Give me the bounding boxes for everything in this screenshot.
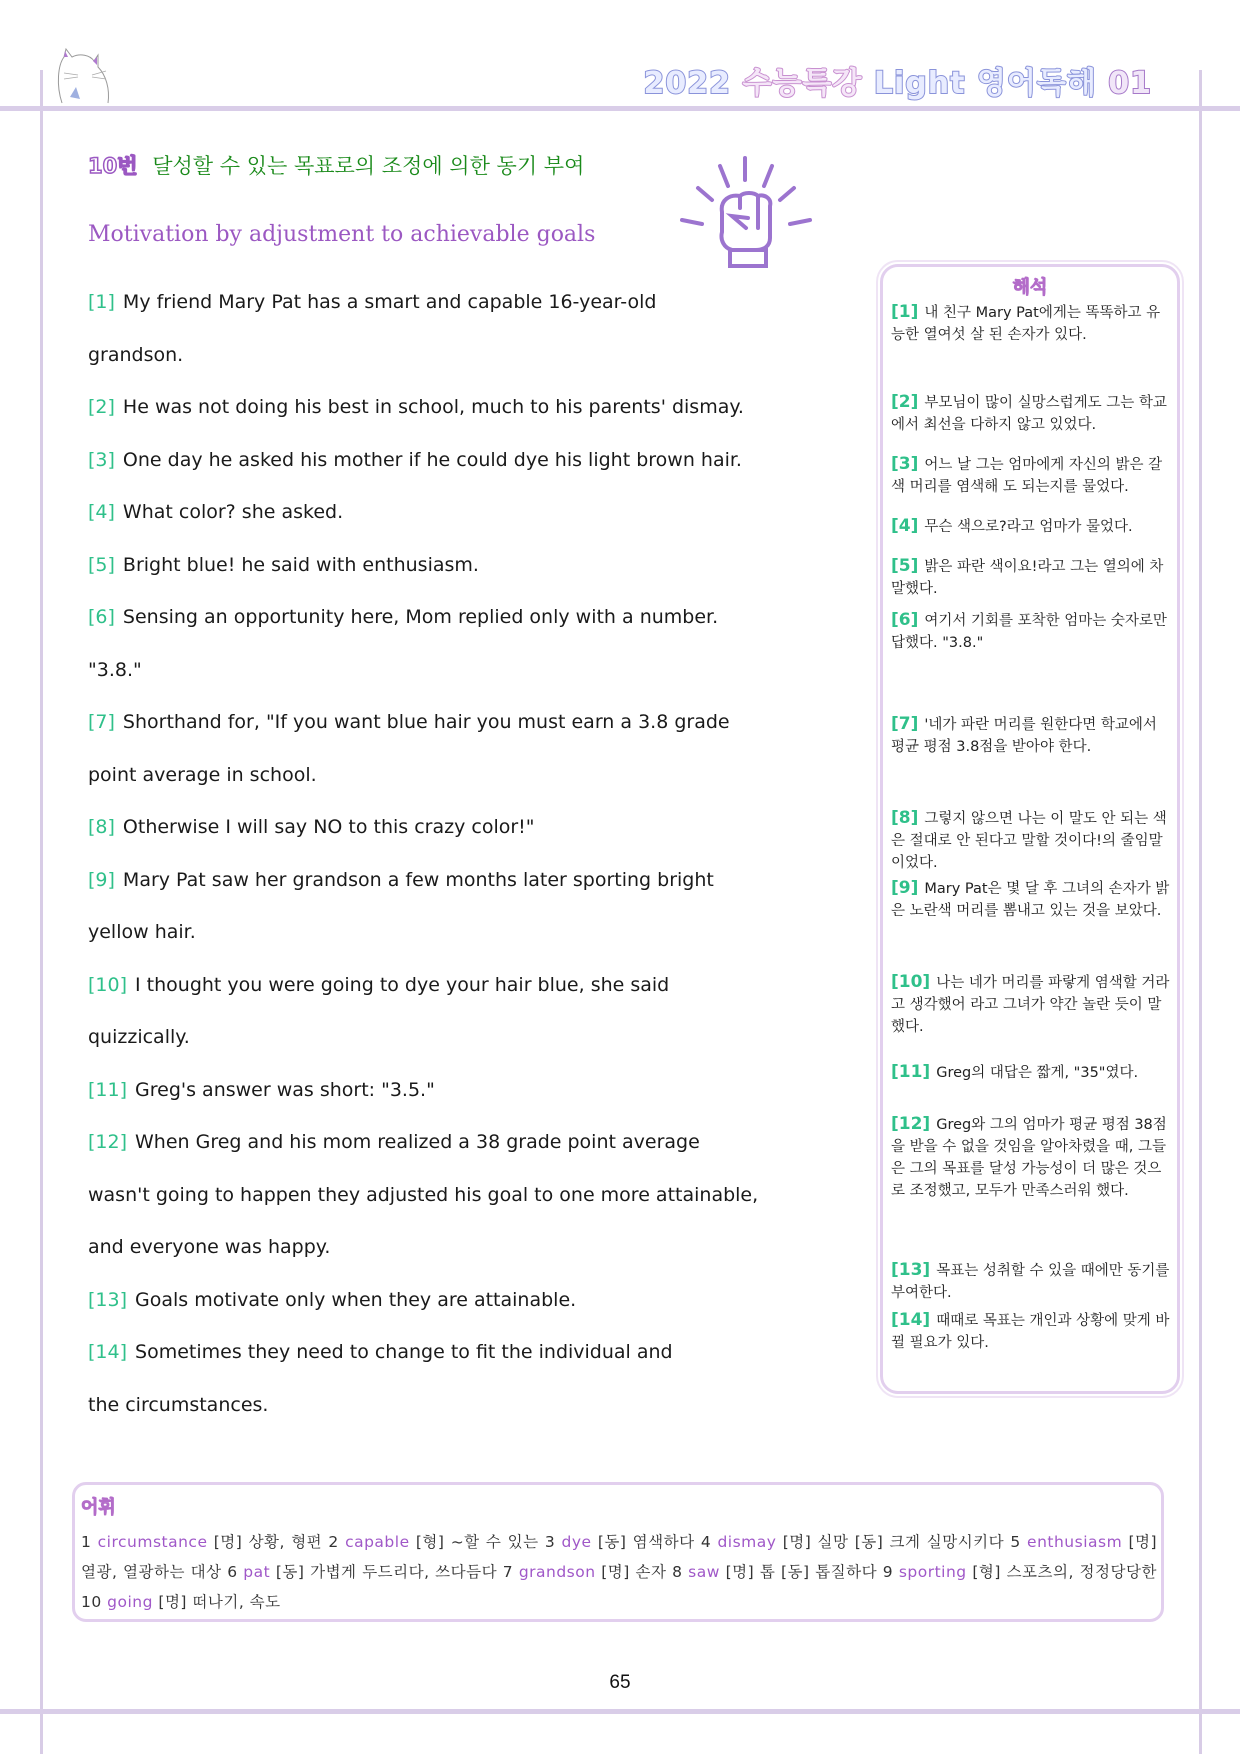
vocab-index: 7 [502, 1563, 514, 1581]
translation-item [891, 609, 1171, 654]
translation-item [891, 971, 1171, 1038]
vocab-word: saw [688, 1563, 720, 1581]
sentence-text: My friend Mary Pat has a smart and capable 16-year-old [122, 291, 657, 313]
sentence-text: grandson. [88, 343, 184, 366]
sentence-number: [11] [88, 1078, 128, 1101]
sentence-text: One day he asked his mother if he could dye his light brown hair. [122, 448, 742, 471]
sentence-number: [3] [88, 448, 115, 471]
sentence-text: and everyone was happy. [88, 1236, 331, 1258]
translation-number: [10] [891, 972, 931, 992]
vocab-index: 6 [227, 1563, 238, 1581]
sentence-number: [9] [88, 868, 115, 891]
vocab-definition: [명] 열광, 열광하는 대상 [81, 1533, 1158, 1581]
passage-line [88, 605, 828, 658]
translation-text: '네가 파란 머리를 원한다면 학교에서 평균 평점 3.8점을 받아야 한다. [891, 717, 1157, 755]
vocabulary-panel [72, 1482, 1164, 1622]
sentence-text: "3.8." [88, 658, 142, 681]
vocab-index: 2 [328, 1533, 339, 1551]
translation-number: [12] [891, 1114, 931, 1134]
passage-line [88, 658, 828, 711]
translation-item [891, 555, 1171, 600]
vocab-index: 5 [1010, 1533, 1021, 1551]
passage-line [88, 395, 828, 448]
sentence-text: Mary Pat saw her grandson a few months later sporting bright [122, 868, 714, 891]
translation-number: [6] [891, 610, 919, 630]
translation-number: [9] [891, 878, 919, 898]
translation-item [891, 1113, 1171, 1202]
passage-line [88, 763, 828, 816]
translation-text: 그렇지 않으면 나는 이 말도 안 되는 색은 절대로 안 된다고 말할 것이다!의 줄임말이었다. [891, 811, 1167, 871]
translation-number: [2] [891, 392, 919, 412]
vocab-definition: [명] 상황, 형편 [213, 1533, 323, 1551]
passage-line [88, 553, 828, 606]
vocab-index: 3 [544, 1533, 556, 1551]
vocab-definition: [명] 손자 [601, 1563, 667, 1581]
sentence-text: the circumstances. [88, 1393, 269, 1416]
sentence-number: [4] [88, 501, 115, 523]
question-title [88, 150, 584, 180]
vocab-definition: [명] 톱 [동] 톱질하다 [725, 1563, 878, 1581]
passage-line [88, 1130, 828, 1183]
sentence-text: When Greg and his mom realized a 38 grade point average [135, 1131, 700, 1153]
sentence-text: Shorthand for, "If you want blue hair you must earn a 3.8 grade [122, 711, 730, 733]
translation-text: Greg의 대답은 짧게, "35"였다. [936, 1065, 1139, 1081]
sentence-text: Sensing an opportunity here, Mom replied only with a number. [122, 606, 719, 628]
passage-line [88, 500, 828, 553]
sentence-number: [2] [88, 396, 115, 418]
vocab-word: going [107, 1593, 153, 1611]
translation-text: 나는 네가 머리를 파랗게 염색할 거라고 생각했어 라고 그녀가 약간 놀란 듯이 말했다. [891, 975, 1170, 1035]
translation-text: 목표는 성취할 수 있을 때에만 동기를 부여한다. [891, 1263, 1170, 1301]
vocab-index: 8 [672, 1563, 683, 1581]
vocab-word: dismay [717, 1533, 777, 1551]
translation-text: Mary Pat은 몇 달 후 그녀의 손자가 밝은 노란색 머리를 뽐내고 있는 것을 보았다. [891, 881, 1170, 919]
vocab-word: sporting [898, 1563, 967, 1581]
translation-text: 부모님이 많이 실망스럽게도 그는 학교에서 최선을 다하지 않고 있었다. [891, 395, 1167, 433]
sentence-number: [14] [88, 1341, 128, 1363]
sentence-number: [13] [88, 1288, 128, 1311]
translation-text: 때때로 목표는 개인과 상황에 맞게 바뀔 필요가 있다. [891, 1313, 1170, 1351]
vocab-word: dye [561, 1533, 592, 1551]
translation-item [891, 1259, 1171, 1304]
sentence-text: Bright blue! he said with enthusiasm. [122, 553, 479, 576]
translation-text: 내 친구 Mary Pat에게는 똑똑하고 유능한 열여섯 살 된 손자가 있다. [891, 305, 1161, 343]
vocab-index: 10 [81, 1593, 102, 1611]
sentence-text: What color? she asked. [122, 501, 344, 523]
sentence-number: [10] [88, 973, 128, 996]
passage-line [88, 1393, 828, 1446]
translation-item [891, 877, 1171, 922]
title-year: 2022 [643, 66, 732, 101]
vocab-word: capable [345, 1533, 410, 1551]
question-title-korean: 달성할 수 있는 목표로의 조정에 의한 동기 부여 [152, 154, 585, 178]
sentence-text: I thought you were going to dye your hair blue, she said [135, 973, 670, 996]
translation-text: 밝은 파란 색이요!라고 그는 열의에 차 말했다. [891, 559, 1164, 597]
book-series-title [644, 58, 1152, 102]
vocab-definition: [동] 염색하다 [597, 1533, 695, 1551]
translation-item [891, 515, 1171, 538]
passage-line [88, 920, 828, 973]
sentence-number: [1] [88, 291, 115, 313]
sentence-number: [5] [88, 553, 115, 576]
translation-item [891, 391, 1171, 436]
passage-line [88, 343, 828, 396]
translation-text: 어느 날 그는 엄마에게 자신의 밝은 갈색 머리를 염색해 도 되는지를 물었다. [891, 457, 1163, 495]
translation-number: [8] [891, 808, 919, 828]
translation-number: [4] [891, 516, 919, 536]
passage-line [88, 815, 828, 868]
translation-item [891, 453, 1171, 498]
passage-line [88, 290, 828, 343]
sentence-text: Goals motivate only when they are attainable. [135, 1288, 577, 1311]
vocab-definition: [명] 실망 [동] 크게 실망시키다 [782, 1533, 1005, 1551]
raised-fist-icon [660, 148, 840, 268]
sentence-number: [8] [88, 816, 115, 838]
vocabulary-title: 어휘 [81, 1497, 116, 1518]
vocab-word: pat [243, 1563, 271, 1581]
translation-text: Greg와 그의 엄마가 평균 평점 38점을 받을 수 없을 것임을 알아차렸을 때, 그들은 그의 목표를 달성 가능성이 더 많은 것으로 조정했고, 모두가 만족스러워 했다. [891, 1117, 1167, 1199]
translation-item [891, 713, 1171, 758]
passage-line [88, 973, 828, 1026]
sentence-number: [7] [88, 711, 115, 733]
vocab-index: 1 [81, 1533, 92, 1551]
passage-line [88, 868, 828, 921]
passage-line [88, 1183, 828, 1236]
translation-title: 해석 [1012, 277, 1048, 298]
translation-number: [3] [891, 454, 919, 474]
passage-line [88, 1025, 828, 1078]
translation-number: [7] [891, 714, 919, 734]
footer-rule [0, 1709, 1240, 1714]
translation-number: [14] [891, 1310, 931, 1330]
vocab-word: enthusiasm [1027, 1533, 1123, 1551]
title-subject: 영어독해 [976, 66, 1097, 101]
sentence-text: Sometimes they need to change to fit the individual and [135, 1341, 673, 1363]
translation-text: 무슨 색으로?라고 엄마가 물었다. [924, 519, 1133, 535]
vocab-definition: [형] ~할 수 있는 [415, 1533, 539, 1551]
sentence-text: Greg's answer was short: "3.5." [135, 1078, 435, 1101]
vocab-definition: [형] 스포츠의, 정정당당한 [972, 1563, 1157, 1581]
sentence-number: [12] [88, 1131, 128, 1153]
translation-item [891, 1061, 1171, 1084]
title-light: Light [873, 66, 966, 101]
translation-item [891, 301, 1171, 346]
question-title-english: Motivation by adjustment to achievable goals [88, 222, 596, 247]
cat-mascot-icon [50, 45, 120, 105]
vocab-definition: [명] 떠나기, 속도 [158, 1593, 281, 1611]
translation-item [891, 807, 1171, 874]
sentence-text: quizzically. [88, 1026, 190, 1048]
sentence-text: point average in school. [88, 763, 317, 786]
sentence-text: Otherwise I will say NO to this crazy color!" [122, 816, 535, 838]
sentence-text: He was not doing his best in school, much to his parents' dismay. [122, 396, 744, 418]
sentence-number: [6] [88, 606, 115, 628]
title-series: 수능특강 [742, 66, 863, 101]
vocab-word: grandson [518, 1563, 596, 1581]
passage-line [88, 1235, 828, 1288]
passage-line [88, 1078, 828, 1131]
passage-line [88, 1340, 828, 1393]
page-number: 65 [609, 1672, 631, 1693]
passage-line [88, 448, 828, 501]
sentence-text: yellow hair. [88, 921, 196, 943]
translation-number: [11] [891, 1062, 931, 1082]
translation-number: [5] [891, 556, 919, 576]
translation-number: [1] [891, 302, 919, 322]
question-number-badge: 10번 [88, 154, 138, 178]
sentence-text: wasn't going to happen they adjusted his goal to one more attainable, [88, 1183, 759, 1206]
passage-line [88, 1288, 828, 1341]
title-volume: 01 [1108, 66, 1152, 101]
passage-line [88, 710, 828, 763]
english-passage [88, 290, 828, 1445]
vocab-index: 9 [882, 1563, 894, 1581]
translation-number: [13] [891, 1260, 931, 1280]
header-rule [0, 106, 1240, 111]
vocab-word: circumstance [97, 1533, 208, 1551]
vocab-definition: [동] 가볍게 두드리다, 쓰다듬다 [275, 1563, 498, 1581]
translation-panel [880, 264, 1180, 1394]
vocab-index: 4 [700, 1533, 712, 1551]
translation-text: 여기서 기회를 포착한 엄마는 숫자로만 답했다. "3.8." [891, 613, 1167, 651]
page-frame-left-line [40, 70, 43, 1754]
vocabulary-list [81, 1527, 1157, 1617]
translation-item [891, 1309, 1171, 1354]
page-frame-right-line [1199, 70, 1202, 1754]
